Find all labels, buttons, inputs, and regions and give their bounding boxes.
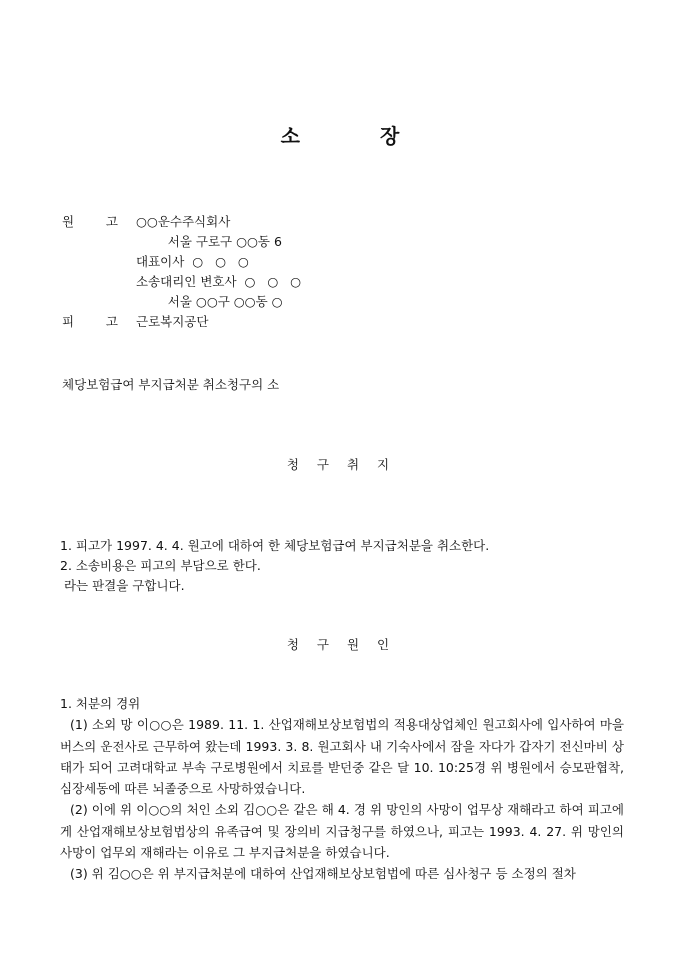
party-row-attorney bbox=[62, 272, 301, 292]
cause-body bbox=[60, 693, 624, 885]
party-row-attorney-address bbox=[62, 292, 301, 312]
party-text: ○○운수주식회사 bbox=[136, 214, 231, 229]
party-block bbox=[62, 212, 301, 332]
cause-paragraph: (3) 위 김○○은 위 부지급처분에 대하여 산업재해보상보험법에 따른 심사청구 등 소정의 절차 bbox=[70, 866, 576, 882]
party-row-defendant bbox=[62, 312, 301, 332]
heading-claim-purpose: 청 구 취 지 bbox=[286, 457, 394, 472]
heading-claim-cause: 청 구 원 인 bbox=[286, 637, 394, 652]
title-char-left: 소 bbox=[280, 124, 300, 148]
party-text: 서울 ○○구 ○○동 ○ bbox=[136, 294, 283, 309]
document-title bbox=[0, 120, 680, 149]
party-text: 소송대리인 변호사 ○ ○ ○ bbox=[136, 274, 302, 289]
party-text: 서울 구로구 ○○동 6 bbox=[136, 234, 282, 249]
claims-list bbox=[60, 536, 489, 596]
party-text: 근로복지공단 bbox=[136, 314, 209, 329]
case-subject: 체당보험급여 부지급처분 취소청구의 소 bbox=[62, 377, 280, 392]
title-char-right: 장 bbox=[380, 124, 400, 148]
cause-subheading: 1. 처분의 경위 bbox=[60, 696, 141, 711]
party-row-plaintiff bbox=[62, 212, 301, 232]
cause-paragraph: (2) 이에 위 이○○의 처인 소외 김○○은 같은 해 4. 경 위 망인의 사망이 업무상 재해라고 하여 피고에게 산업재해보상보험법상의 유족급여 및 장의비 지급청구를 하였으나, 피고는 1993. 4. 27. 위 망인의 사망이 업무외 재해라는 이유로 그 부지급처분을 하였습니다. bbox=[60, 802, 624, 861]
party-text: 대표이사 ○ ○ ○ bbox=[136, 254, 249, 269]
party-row-plaintiff-address bbox=[62, 232, 301, 252]
claim-closing: 라는 판결을 구합니다. bbox=[60, 578, 185, 593]
cause-paragraph: (1) 소외 망 이○○은 1989. 11. 1. 산업재해보상보험법의 적용대상업체인 원고회사에 입사하여 마을버스의 운전사로 근무하여 왔는데 1993. 3. 8. 원고회사 내 기숙사에서 잠을 자다가 갑자기 전신마비 상태가 되어 고려대학교 부속 구로병원에서 치료를 받던중 같은 달 10. 10:25경 위 병원에서 승모판협착, 심장세동에 따른 뇌졸중으로 사망하였습니다. bbox=[60, 717, 624, 797]
party-role: 원 고 bbox=[62, 214, 118, 229]
party-role: 피 고 bbox=[62, 314, 118, 329]
claim-item: 1. 피고가 1997. 4. 4. 원고에 대하여 한 체당보험급여 부지급처분을 취소한다. bbox=[60, 538, 490, 553]
party-row-ceo bbox=[62, 252, 301, 272]
claim-item: 2. 소송비용은 피고의 부담으로 한다. bbox=[60, 558, 261, 573]
